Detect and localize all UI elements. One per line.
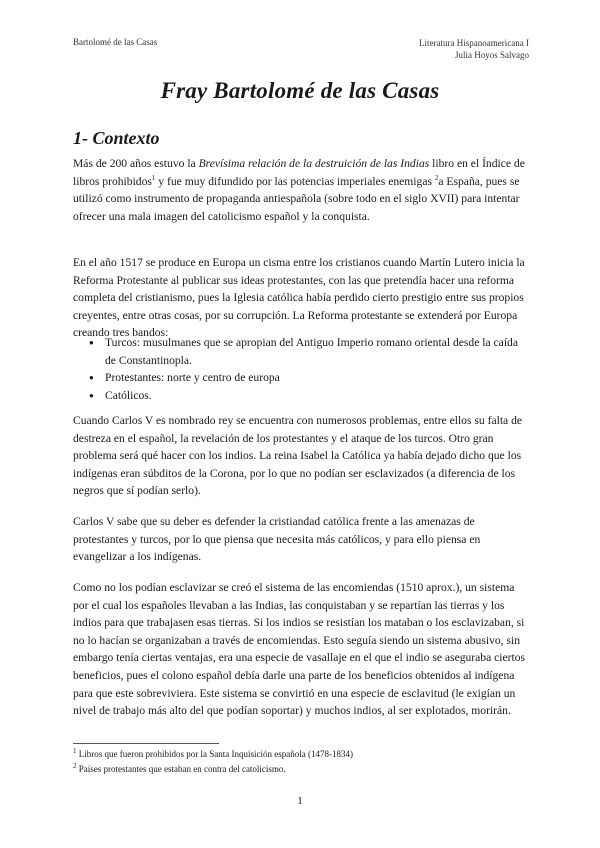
p1-text-b: libro en el Índice de libros prohibidos: [73, 157, 525, 188]
book-title: Brevísima relación de la destruición de las Indias: [198, 157, 430, 170]
footnote-text: Libros que fueron prohibidos por la Santa Inquisición española (1478-1834): [76, 749, 353, 759]
paragraph-5: Como no los podían esclavizar se creó el sistema de las encomiendas (1510 aprox.), un sistema por el cual los españoles llevaban a las Indias, las conquistaban y se repartían las tierras y los indios para que trabajasen esas tierras. Si los indios se resistían los mataban o los esclavizaban, si no lo hacían se organizaban a través de encomiendas. Esto seguía siendo un sistema abusivo, sin embargo tenía ciertas ventajas, era una especie de vasallaje en el que el indio se aseguraba ciertos beneficios, pues el colono español debía darle una parte de los beneficios obtenidos al indígena para que este sobreviviera. Este sistema se convirtió en una especie de esclavitud (le exigían un nivel de trabajo más alto del que podían soportar) y muchos indios, al ser explotados, morirán.: [73, 581, 526, 718]
paragraph-1: [73, 155, 529, 225]
header-course: Literatura Hispanoamericana I: [419, 38, 529, 48]
footnote-1: [73, 747, 533, 761]
p1-text-a: Más de 200 años estuvo la: [73, 157, 199, 170]
paragraph-2: En el año 1517 se produce en Europa un cisma entre los cristianos cuando Martín Lutero inicia la Reforma Protestante al publicar sus ideas protestantes, con las que pretendía hacer una reforma completa del cristianismo, pues la Iglesia católica había perdido cierto prestigio entre sus propios creyentes, entre otras cosas, por su corrupción. La Reforma protestante se extenderá por Europa creando tres bandos:: [73, 256, 525, 340]
footnote-mark: 1: [73, 747, 77, 755]
paragraph-4: Carlos V sabe que su deber es defender la cristiandad católica frente a las amenazas de protestantes y turcos, por lo que piensa que necesita más católicos, y para ello piensa en evangelizar a los indígenas.: [73, 515, 481, 564]
section-heading: 1- Contexto: [73, 128, 160, 148]
p1-text-c: y fue muy difundido por las potencias imperiales enemigas: [155, 174, 435, 188]
list-item: ● Protestantes: norte y centro de europa: [73, 369, 529, 387]
list-item: ● Turcos: musulmanes que se apropian del Antiguo Imperio romano oriental desde la caída de Constantinopla.: [73, 334, 529, 369]
footnote-ref-2[interactable]: 2: [434, 173, 439, 182]
footnote-text: Países protestantes que estaban en contra del catolicismo.: [76, 764, 286, 774]
list-item: ● Católicos.: [73, 387, 529, 405]
header-left: Bartolomé de las Casas: [73, 37, 158, 47]
header-right: [419, 37, 529, 61]
footnote-ref-1[interactable]: 1: [151, 173, 156, 182]
p1-text-d: a España, pues se utilizó como instrumento de propaganda antiespañola (sobre todo en el siglo XVII) para intentar ofrecer una mala imagen del catolicismo español y la conquista.: [73, 174, 520, 223]
bullet-list: [73, 334, 529, 404]
footnote-divider: [73, 743, 219, 744]
footnote-mark: 2: [73, 762, 77, 770]
paragraph-3: Cuando Carlos V es nombrado rey se encuentra con numerosos problemas, entre ellos su falta de destreza en el español, la revelación de los protestantes y el ataque de los turcos. Otro gran problema será qué hacer con los indios. La reina Isabel la Católica ya había dejado dicho que los indígenas eran súbditos de la Corona, por lo que no podían ser esclavizados (a diferencia de los negros que sí podían serlo).: [73, 414, 523, 498]
header-author: Julia Hoyos Salvago: [455, 50, 529, 60]
footnote-2: [73, 762, 533, 776]
page-title: Fray Bartolomé de las Casas: [160, 78, 440, 103]
page-number: 1: [297, 795, 303, 807]
